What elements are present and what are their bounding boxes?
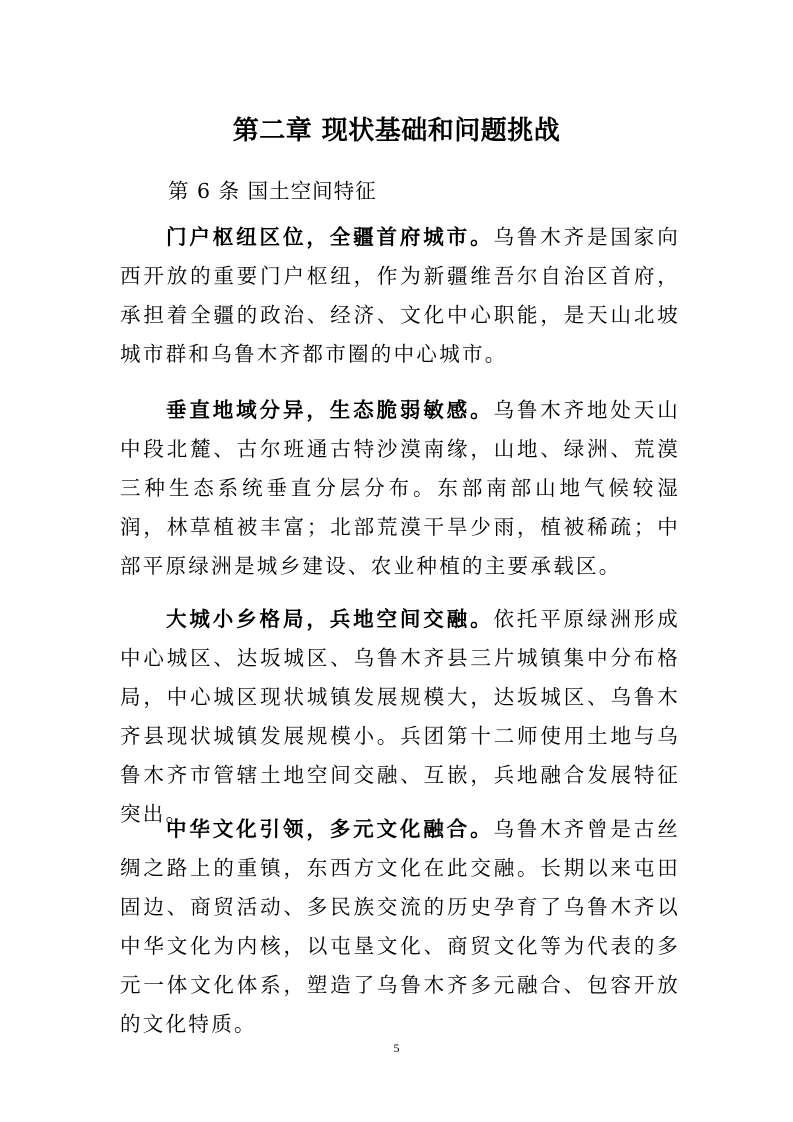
paragraph [120,810,680,1044]
paragraph-body: 依托平原绿洲形成中心城区、达坂城区、乌鲁木齐县三片城镇集中分布格局，中心城区现状城镇发展规模大，达坂城区、乌鲁木齐县现状城镇发展规模小。兵团第十二师使用土地与乌鲁木齐市管辖土地空间交融、互嵌，兵地融合发展特征突出。 [120,607,680,826]
paragraph-body: 乌鲁木齐地处天山中段北麓、古尔班通古特沙漠南缘，山地、绿洲、荒漠三种生态系统垂直分层分布。东部南部山地气候较湿润，林草植被丰富；北部荒漠干旱少雨，植被稀疏；中部平原绿洲是城乡建设、农业种植的主要承载区。 [120,398,680,578]
page-number: 5 [393,1041,400,1055]
paragraph [120,391,680,586]
chapter-title: 第二章 现状基础和问题挑战 [232,116,561,146]
paragraph-lead: 中华文化引领，多元文化融合。 [166,817,494,841]
paragraph [120,600,680,834]
paragraph-body: 乌鲁木齐曾是古丝绸之路上的重镇，东西方文化在此交融。长期以来屯田固边、商贸活动、多民族交流的历史孕育了乌鲁木齐以中华文化为内核，以屯垦文化、商贸文化等为代表的多元一体文化体系，塑造了乌鲁木齐多元融合、包容开放的文化特质。 [120,817,680,1036]
paragraph-lead: 门户枢纽区位，全疆首府城市。 [166,225,494,249]
paragraph-lead: 垂直地域分异，生态脆弱敏感。 [166,398,494,422]
article-heading: 第 6 条 国土空间特征 [168,179,377,203]
paragraph-body: 乌鲁木齐是国家向西开放的重要门户枢纽，作为新疆维吾尔自治区首府，承担着全疆的政治、经济、文化中心职能，是天山北坡城市群和乌鲁木齐都市圈的中心城市。 [120,225,680,366]
paragraph [120,218,680,374]
paragraph-lead: 大城小乡格局，兵地空间交融。 [166,607,494,631]
